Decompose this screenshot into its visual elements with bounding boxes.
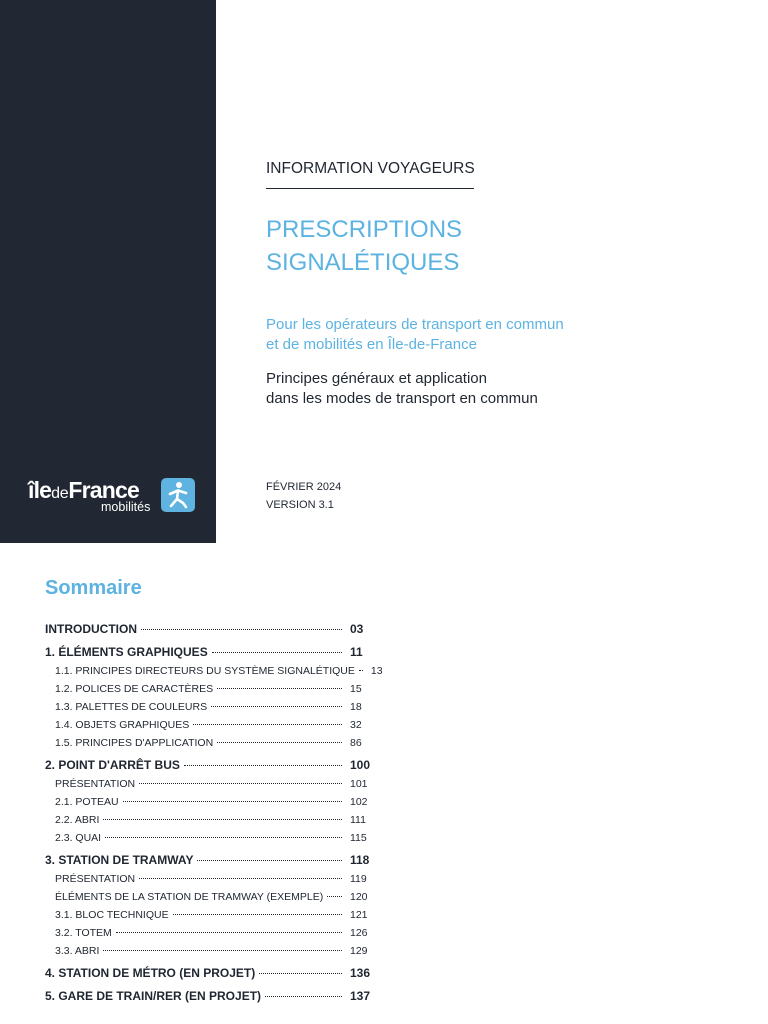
toc-dot-leader [217, 742, 342, 743]
toc-entry-page: 115 [350, 832, 367, 844]
toc-entry-page: 100 [350, 758, 371, 772]
document-kicker: INFORMATION VOYAGEURS [266, 160, 475, 177]
toc-dot-leader [197, 860, 342, 861]
toc-dot-leader [141, 629, 342, 630]
toc-entry[interactable] [45, 793, 380, 811]
toc-entry-page: 137 [350, 989, 371, 1003]
edition-info [266, 478, 341, 514]
toc-dot-leader [103, 819, 342, 820]
toc-entry-label: 3.1. BLOC TECHNIQUE [55, 909, 169, 921]
toc-entry-label: 4. STATION DE MÉTRO (EN PROJET) [45, 966, 256, 980]
title-line: PRESCRIPTIONS [266, 216, 463, 243]
toc-entry-page: 11 [350, 645, 363, 659]
toc-entry-page: 126 [350, 927, 368, 939]
toc-entry[interactable] [45, 870, 380, 888]
toc-entry-label: INTRODUCTION [45, 622, 137, 636]
document-title [266, 213, 462, 279]
toc-dot-leader [327, 896, 342, 897]
toc-entry-page: 18 [350, 701, 362, 713]
toc-entry-label: 1.3. PALETTES DE COULEURS [55, 701, 208, 713]
toc-entry[interactable] [45, 734, 380, 752]
toc-dot-leader [139, 783, 342, 784]
toc-entry-page: 86 [350, 737, 362, 749]
toc-entry-label: 3.3. ABRI [55, 945, 100, 957]
toc-entry[interactable] [45, 986, 380, 1006]
toc-entry-label: 1. ÉLÉMENTS GRAPHIQUES [45, 645, 208, 659]
toc-entry[interactable] [45, 698, 380, 716]
toc-entry-label: ÉLÉMENTS DE LA STATION DE TRAMWAY (EXEMPLE) [55, 891, 324, 903]
toc-entry-page: 129 [350, 945, 368, 957]
toc-entry-label: 1.5. PRINCIPES D'APPLICATION [55, 737, 214, 749]
toc-entry-page: 102 [350, 796, 368, 808]
toc-entry-page: 13 [370, 665, 383, 677]
toc-entry[interactable] [45, 680, 380, 698]
logo-ile: île [28, 477, 52, 503]
audience-subtitle [266, 315, 564, 355]
toc-entry[interactable] [45, 755, 380, 775]
toc-dot-leader [359, 670, 363, 671]
kicker-divider [266, 188, 474, 189]
toc-entry-page: 136 [350, 966, 371, 980]
toc-entry-label: 2.3. QUAI [55, 832, 102, 844]
toc-entry-label: 2. POINT D'ARRÊT BUS [45, 758, 180, 772]
toc-entry[interactable] [45, 888, 380, 906]
toc-entry[interactable] [45, 775, 380, 793]
logo-france: France [68, 477, 139, 503]
toc-dot-leader [259, 973, 342, 974]
toc-entry-page: 121 [350, 909, 368, 921]
toc-entry[interactable] [45, 850, 380, 870]
toc-dot-leader [123, 801, 342, 802]
toc-entry-page: 32 [350, 719, 362, 731]
toc-entry[interactable] [45, 906, 380, 924]
toc-entry-page: 15 [350, 683, 362, 695]
toc-dot-leader [193, 724, 342, 725]
toc-entry-label: 1.1. PRINCIPES DIRECTEURS DU SYSTÈME SIGNALÉTIQUE [55, 665, 355, 677]
toc-entry-label: 3.2. TOTEM [55, 927, 112, 939]
toc-entry-label: 5. GARE DE TRAIN/RER (EN PROJET) [45, 989, 262, 1003]
toc-dot-leader [139, 878, 342, 879]
toc-dot-leader [105, 837, 342, 838]
publication-date: FÉVRIER 2024 [266, 481, 342, 493]
toc-entry-page: 119 [350, 873, 367, 885]
audience-line: Pour les opérateurs de transport en commun [266, 316, 564, 333]
toc-entry-label: 1.4. OBJETS GRAPHIQUES [55, 719, 190, 731]
toc-dot-leader [116, 932, 342, 933]
toc-entry-label: 2.1. POTEAU [55, 796, 119, 808]
toc-dot-leader [212, 652, 342, 653]
toc-entry[interactable] [45, 642, 380, 662]
toc-entry-label: 1.2. POLICES DE CARACTÈRES [55, 683, 214, 695]
principles-line: dans les modes de transport en commun [266, 390, 538, 407]
toc-entry-label: PRÉSENTATION [55, 778, 136, 790]
toc-entry-page: 101 [350, 778, 368, 790]
toc-dot-leader [211, 706, 342, 707]
title-line: SIGNALÉTIQUES [266, 249, 460, 276]
toc-title: Sommaire [45, 577, 142, 599]
logo-de: de [51, 485, 69, 502]
toc-entry-page: 03 [350, 622, 364, 636]
principles-line: Principes généraux et application [266, 370, 487, 387]
version-label: VERSION 3.1 [266, 499, 334, 511]
logo-subtitle: mobilités [101, 500, 151, 514]
toc-entry-page: 120 [350, 891, 368, 903]
toc-entry[interactable] [45, 662, 383, 680]
audience-line: et de mobilités en Île-de-France [266, 336, 477, 353]
toc-entry-label: PRÉSENTATION [55, 873, 136, 885]
toc-dot-leader [184, 765, 342, 766]
toc-entry[interactable] [45, 811, 380, 829]
toc-entry[interactable] [45, 829, 380, 847]
toc-entry[interactable] [45, 619, 380, 639]
toc-entry-label: 3. STATION DE TRAMWAY [45, 853, 194, 867]
toc-entry[interactable] [45, 963, 380, 983]
toc-entry[interactable] [45, 942, 380, 960]
toc-entry-page: 118 [350, 853, 370, 867]
toc-dot-leader [103, 950, 342, 951]
cover-panel [0, 0, 216, 543]
toc-entry-label: 2.2. ABRI [55, 814, 100, 826]
toc-entry[interactable] [45, 716, 380, 734]
table-of-contents [45, 619, 383, 1006]
principles-subtitle [266, 369, 538, 409]
toc-dot-leader [265, 996, 342, 997]
iledefrance-mobilites-logo [28, 476, 198, 516]
walking-person-icon [161, 478, 195, 512]
toc-entry[interactable] [45, 924, 380, 942]
toc-dot-leader [217, 688, 342, 689]
toc-dot-leader [173, 914, 342, 915]
toc-entry-page: 111 [350, 814, 366, 826]
